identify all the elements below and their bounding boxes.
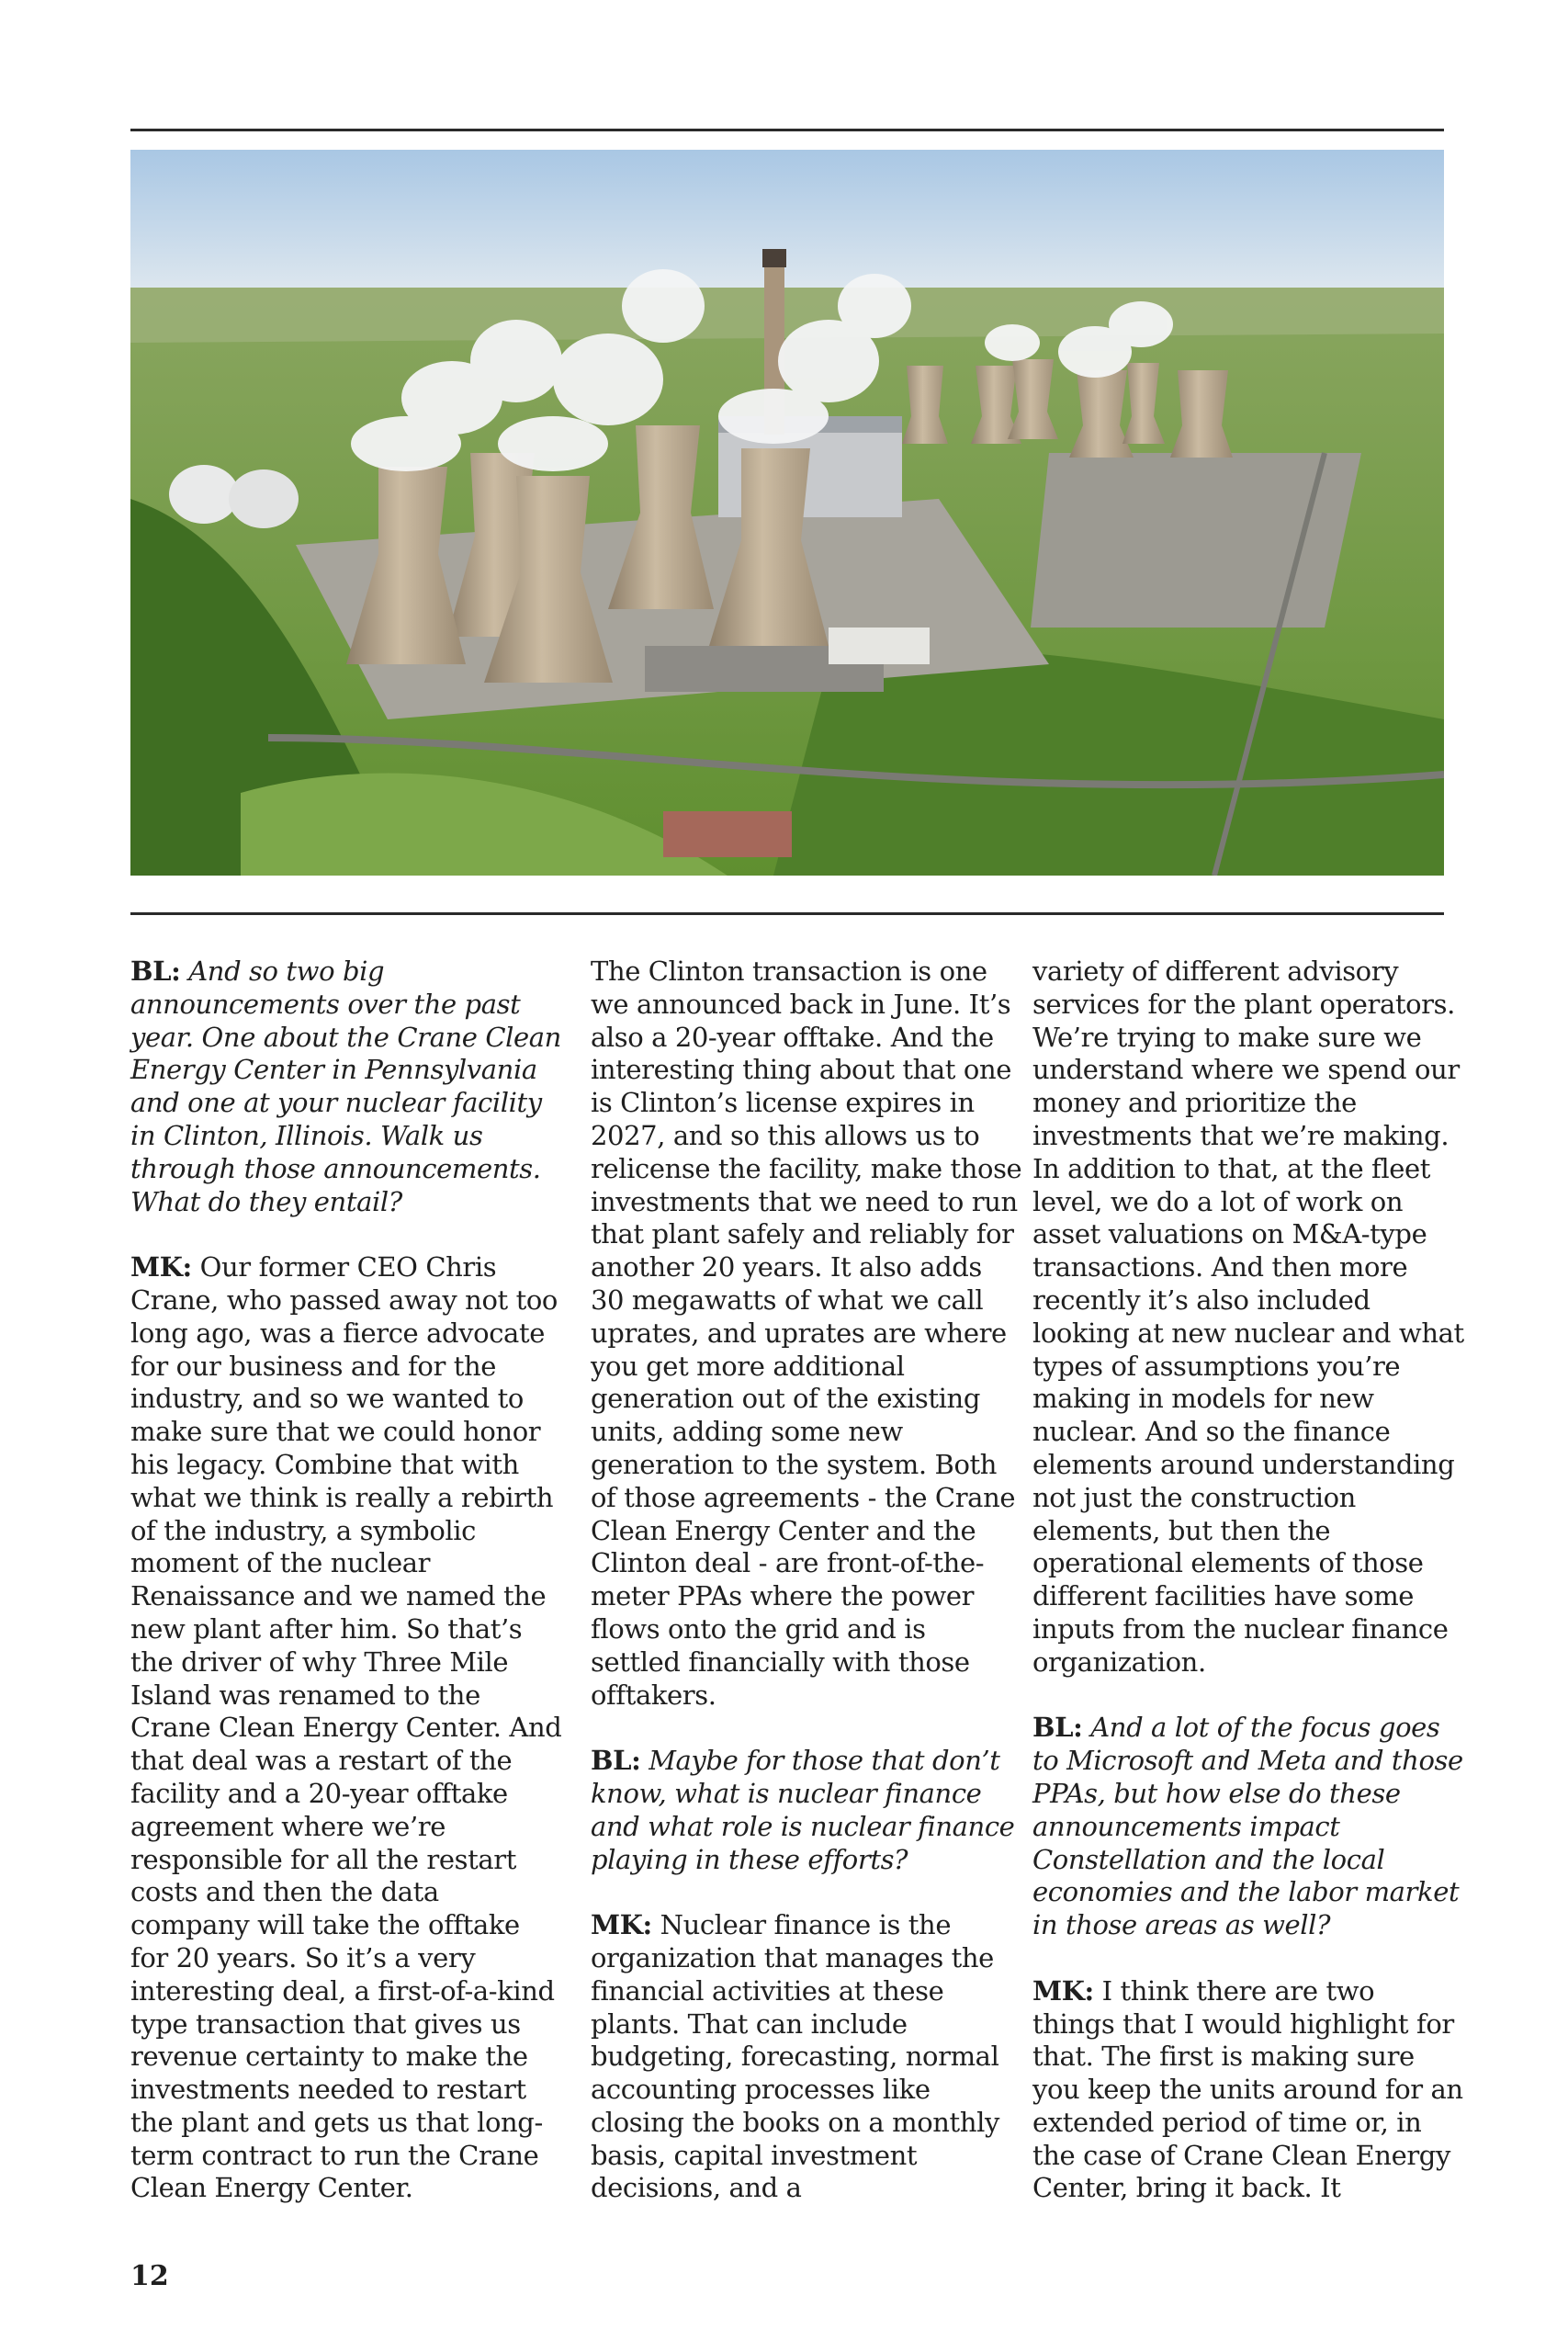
paragraph [591,956,1022,1712]
paragraph [130,1251,562,2205]
page-number: 12 [130,2260,169,2292]
answer-text: The Clinton transaction is one we announced back in June. It’s also a 20-year offtake. And the interesting thing about that one is Clinton’s license expires in 2027, and so this allows us to relicense the facility, make those investments that we need to run that plant safely and reliably for another 20 years. It also adds 30 megawatts of what we call uprates, and uprates are where you get more additional generation out of the existing units, adding some new generation to the system. Both of those agreements - the Crane Clean Energy Center and the Clinton deal - are front-of-the-meter PPAs where the power flows onto the grid and is settled financially with those offtakers. [591,956,1022,1711]
storage-dome [169,465,239,524]
paragraph [1032,956,1464,1679]
article-column-1 [130,956,562,2238]
speaker-label: BL: [130,956,181,987]
question-text: And so two big announcements over the past year. One about the Crane Clean Energy Center in Pennsylvania and one at your nuclear facility in Clinton, Illinois. Walk us through those announcements. What do they entail? [130,956,561,1217]
question-text: And a lot of the focus goes to Microsoft and Meta and those PPAs, but how else do these announcements impact Constellation and the local economies and the labor market in those areas as well? [1032,1712,1463,1941]
speaker-label: MK: [130,1251,192,1283]
building [663,811,792,857]
speaker-label: BL: [591,1745,641,1777]
article-column-3 [1032,956,1464,2238]
power-plant-photo [130,150,1444,876]
question-text: Maybe for those that don’t know, what is nuclear finance and what role is nuclear finance playing in these efforts? [591,1745,1015,1875]
bottom-rule [130,912,1444,915]
speaker-label: BL: [1032,1712,1083,1744]
speaker-label: MK: [591,1909,652,1941]
paragraph [591,1745,1022,1876]
answer-text: Nuclear finance is the organization that manages the financial activities at these plants. That can include budgeting, forecasting, normal accounting processes like closing the books on a monthly basis, capital investment decisions, and a [591,1909,999,2204]
answer-text: Our former CEO Chris Crane, who passed away not too long ago, was a fierce advocate for our business and for the industry, and so we wanted to make sure that we could honor his legacy. Combine that with what we think is really a rebirth of the industry, a symbolic moment of the nuclear Renaissance and we named the new plant after him. So that’s the driver of why Three Mile Island was renamed to the Crane Clean Energy Center. And that deal was a restart of the facility and a 20-year offtake agreement where we’re responsible for all the restart costs and then the data company will take the offtake for 20 years. So it’s a very interesting deal, a first-of-a-kind type transaction that gives us revenue certainty to make the investments needed to restart the plant and gets us that long-term contract to run the Crane Clean Energy Center. [130,1251,562,2204]
article-column-2 [591,956,1022,2238]
paragraph [130,956,562,1218]
answer-text: I think there are two things that I would highlight for that. The first is making sure you keep the units around for an extended period of time or, in the case of Crane Clean Energy Center, bring it back. It [1032,1974,1463,2204]
substation [1031,453,1361,628]
speaker-label: MK: [1032,1974,1094,2007]
sky [130,150,1444,297]
answer-text: variety of different advisory services for the plant operators. We’re trying to make sure we understand where we spend our money and prioritize the investments that we’re making. In addition to that, at the fleet level, we do a lot of work on asset valuations on M&A-type transactions. And then more recently it’s also included looking at new nuclear and what types of assumptions you’re making in models for new nuclear. And so the finance elements around understanding not just the construction elements, but then the operational elements of those different facilities have some inputs from the nuclear finance organization. [1032,956,1464,1678]
top-rule [130,129,1444,131]
storage-dome [229,469,299,528]
paragraph [1032,1975,1464,2206]
paragraph [1032,1712,1464,1942]
paragraph [591,1909,1022,2205]
power-plant-illustration [130,150,1444,876]
